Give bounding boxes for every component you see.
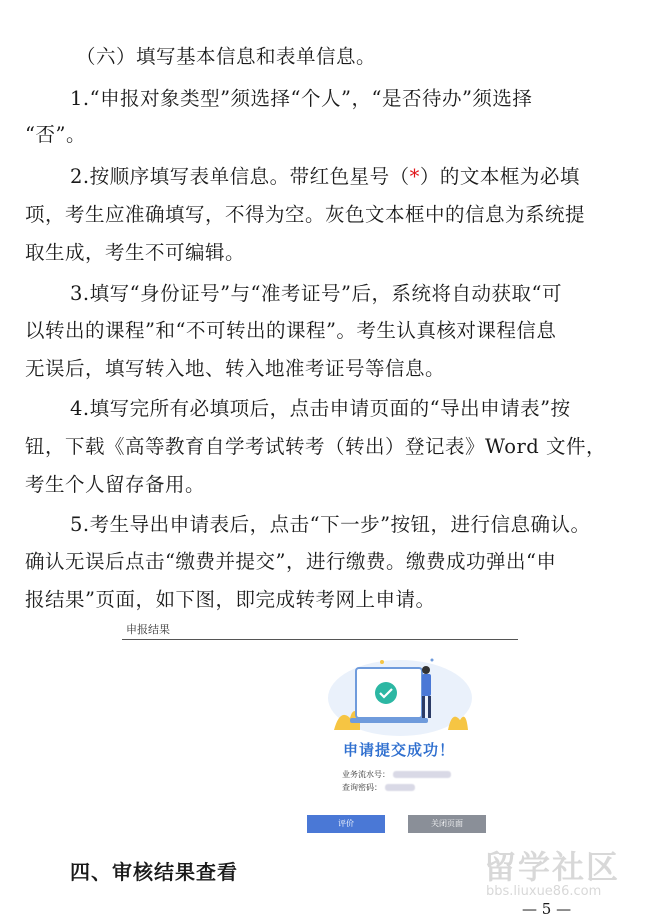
page-number: — 5 — — [522, 900, 572, 918]
paragraph-line: 钮，下载《高等教育自学考试转考（转出）登记表》Word 文件， — [25, 435, 606, 458]
paragraph-line: 项，考生应准确填写，不得为空。灰色文本框中的信息为系统提 — [25, 203, 586, 226]
paragraph-line: 确认无误后点击“缴费并提交”，进行缴费。缴费成功弹出“申 — [25, 550, 557, 573]
required-star: * — [409, 165, 420, 188]
redacted-value — [393, 771, 451, 778]
paragraph-line: 以转出的课程”和“不可转出的课程”。考生认真核对课程信息 — [25, 319, 557, 342]
success-illustration — [320, 650, 480, 736]
paragraph-line: 4.填写完所有必填项后，点击申请页面的“导出申请表”按 — [70, 397, 571, 420]
paragraph-line: 考生个人留存备用。 — [25, 473, 206, 496]
paragraph-line: “否”。 — [25, 123, 86, 146]
paragraph-line: 3.填写“身份证号”与“准考证号”后，系统将自动获取“可 — [70, 282, 562, 305]
paragraph-line: 1.“申报对象类型”须选择“个人”，“是否待办”须选择 — [70, 87, 533, 110]
subheading: （六）填写基本信息和表单信息。 — [76, 45, 377, 68]
paragraph-line: 2.按顺序填写表单信息。带红色星号（*）的文本框为必填 — [70, 165, 580, 188]
section-heading: 四、审核结果查看 — [70, 860, 238, 884]
query-password-row: 查询密码： — [342, 782, 415, 793]
paragraph-line: 无误后，填写转入地、转入地准考证号等信息。 — [25, 357, 446, 380]
watermark-url: bbs.liuxue86.com — [486, 884, 602, 899]
close-page-button[interactable]: 关闭页面 — [408, 815, 486, 833]
result-page-title: 申报结果 — [126, 624, 170, 636]
evaluate-button[interactable]: 评价 — [307, 815, 385, 833]
watermark-text: 留学社区 — [484, 848, 621, 886]
divider — [122, 639, 518, 640]
paragraph-line: 取生成，考生不可编辑。 — [25, 241, 246, 264]
watermark-logo — [478, 842, 638, 902]
paragraph-line: 报结果”页面，如下图，即完成转考网上申请。 — [25, 588, 436, 611]
paragraph-line: 5.考生导出申请表后，点击“下一步”按钮，进行信息确认。 — [70, 513, 591, 536]
check-icon — [375, 682, 397, 704]
result-page-screenshot — [120, 615, 520, 840]
serial-number-row: 业务流水号： — [342, 769, 451, 780]
success-message: 申请提交成功！ — [343, 742, 456, 759]
redacted-value — [385, 784, 415, 791]
